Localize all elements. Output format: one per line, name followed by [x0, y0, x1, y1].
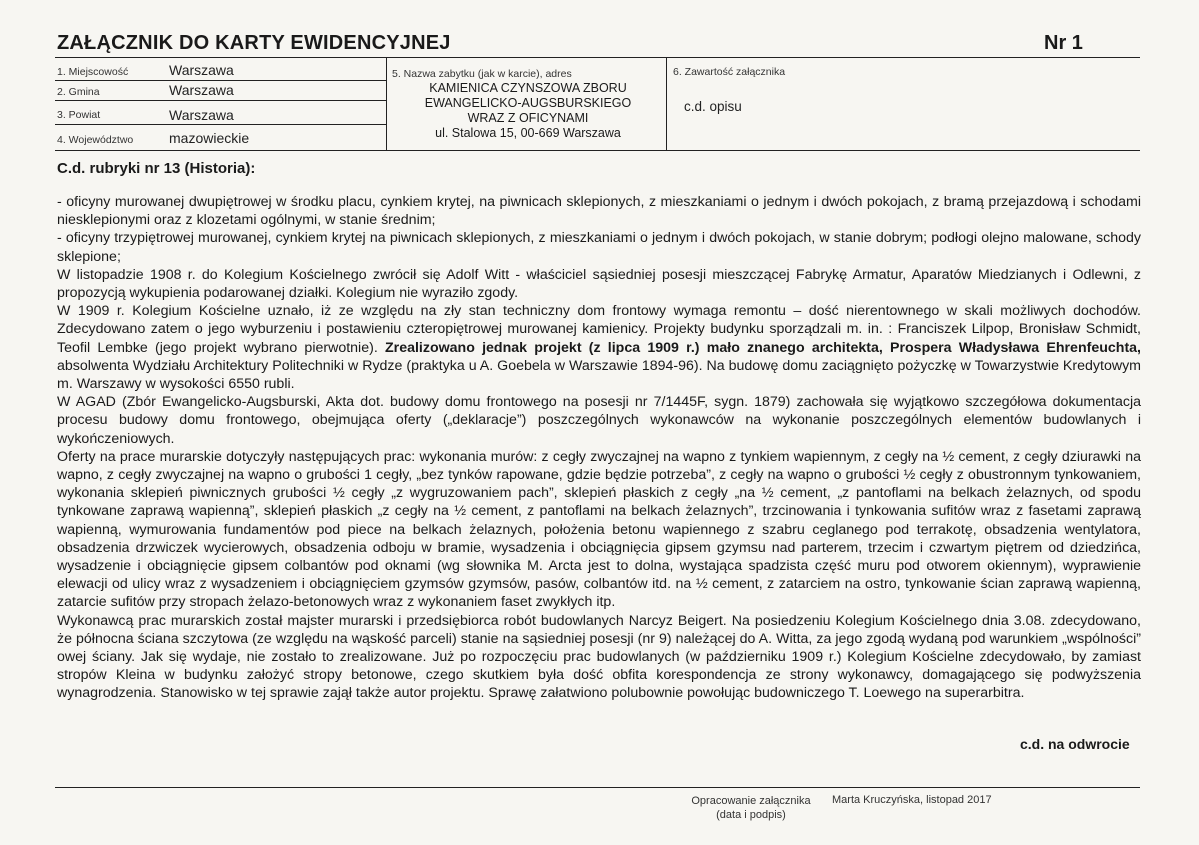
field-label-commune: 2. Gmina — [57, 86, 100, 98]
header-bottom-rule — [55, 150, 1140, 151]
column-separator — [386, 58, 387, 150]
paragraph: - oficyny murowanej dwupiętrowej w środku placu, cynkiem krytej, na piwnicach sklepionych, z mieszkaniami o jednym i dwóch pokojach, z bramą przejazdową i schodami niesklepionymi oraz z klozetami ogólnymi, w stanie średnim; — [57, 194, 1141, 229]
footer-rule — [55, 787, 1140, 788]
monument-name-label: 5. Nazwa zabytku (jak w karcie), adres — [392, 68, 572, 80]
title-rule — [55, 57, 1140, 58]
paragraph-text: W 1909 r. Kolegium Kościelne uznało, iż ze względu na zły stan techniczny dom frontowy wymaga remontu – dość nierentownego w skali możliwych dochodów. Zdecydowano zatem o jego wyburzeniu i postawieniu czteropiętrowej murowanej kamienicy. Projekty budynku sporządzali m. in. : Franciszek Lilpop, Bronisław Schmidt, Teofil Lembke (jego projekt wybrano pierwotnie). — [57, 303, 1141, 356]
monument-name-line: WRAZ Z OFICYNAMI — [467, 111, 589, 125]
field-label-county: 3. Powiat — [57, 109, 101, 121]
paragraph-1909 — [57, 302, 1141, 393]
document-title: ZAŁĄCZNIK DO KARTY EWIDENCYJNEJ — [57, 32, 451, 54]
prepared-label — [686, 794, 816, 822]
contents-value: c.d. opisu — [684, 99, 742, 114]
paragraph: Oferty na prace murarskie dotyczyły następujących prac: wykonania murów: z cegły zwyczajnej na wapno z tynkiem wapiennym, z cegły na ½ cement, z cegły dziurawki na wapno, z cegły zwyczajnej na wapno o grubości 1 cegły, „bez tynków rapowane, gdzie będzie potrzeba”, z cegły na wapno o grubości ½ cegły z obustronnym tynkowaniem, wykonania sklepień piwnicznych grubości ½ cegły „z wygruzowaniem pach”, sklepień płaskich z cegły „na ½ cement, „z pantoflami na belkach żelaznych, od spodu tynkowane zaprawą wapienną”, sklepień płaskich „z cegły na ½ cement, z pantoflami na belkach żelaznych”, trzcinowania i tynkowania sufitów wraz z fasetami zaprawą wapienną, wymurowania fundamentów pod piece na belkach żelaznych, położenia betonu wapiennego z szabru ceglanego pod terrakotę, obsadzenia wentylatora, obsadzenia drzwiczek wycierowych, obsadzenia odboju w bramie, wysadzenia i obciągnięcia gipsem gzymsu nad parterem, trzecim i czwartym piętrem od dziedzińca, wysadzenie i obciągnięcie gipsem colbantów pod oknami (wg słownika M. Arcta jest to dolna, wystająca spadzista część muru pod otworem okiennym), wyprawienie elewacji od ulicy wraz z wysadzeniem i obciągnięciem gzymsów gzymsów, pasów, colbantów itd. na ½ cement, z zatarciem na ostro, tynkowanie ścian zaprawą wapienną, zatarcie sufitów przy stropach żelazo-betonowych wraz z wykonaniem faset zwykłych itp. — [57, 448, 1141, 611]
field-value-county: Warszawa — [169, 107, 234, 123]
field-value-commune: Warszawa — [169, 82, 234, 98]
paragraph-text: absolwenta Wydziału Architektury Politechniki w Rydze (praktyka u A. Goebela w Warszawie 1894-96). Na budowę domu zaciągnięto pożyczkę w Towarzystwie Kredytowym m. Warszawy w wysokości 6550 rubli. — [57, 357, 1141, 393]
continued-note: c.d. na odwrocie — [1020, 736, 1130, 752]
history-text — [57, 193, 1141, 703]
paragraph: W listopadzie 1908 r. do Kolegium Kościelnego zwrócił się Adolf Witt - właściciel sąsiedniej posesji mieszczącej Fabrykę Armatur, Aparatów Miedzianych i Odlewni, z propozycją wykupienia podarowanej działki. Kolegium nie wyraziło zgody. — [57, 266, 1141, 302]
field-label-voivodeship: 4. Województwo — [57, 134, 134, 146]
field-rule — [55, 124, 386, 125]
contents-label: 6. Zawartość załącznika — [673, 66, 786, 78]
prepared-by: Marta Kruczyńska, listopad 2017 — [832, 794, 992, 806]
monument-name-block — [392, 68, 664, 141]
field-label-locality: 1. Miejscowość — [57, 66, 129, 78]
paragraph-bold-text: Zrealizowano jednak projekt (z lipca 1909 r.) mało znanego architekta, Prospera Władysława Ehrenfeuchta, — [385, 339, 1141, 356]
monument-name-line: KAMIENICA CZYNSZOWA ZBORU — [429, 81, 627, 95]
paragraph: - oficyny trzypiętrowej murowanej, cynkiem krytej na piwnicach sklepionych, z mieszkaniami o jednym i dwóch pokojach, w stanie dobrym; podłogi olejno malowane, schody sklepione; — [57, 230, 1141, 265]
paragraph: Wykonawcą prac murarskich został majster murarski i przedsiębiorca robót budowlanych Narcyz Beigert. Na posiedzeniu Kolegium Kościelnego dnia 3.08. zdecydowano, że północna ściana szczytowa (ze względu na wąskość parceli) stanie na sąsiedniej posesji (nr 9) należącej do A. Witta, za jego zgodą wydaną pod warunkiem „wspólności” owej ściany. Jak się wydaje, nie zostało to zrealizowane. Już po rozpoczęciu prac budowlanych (w październiku 1909 r.) Kolegium Kościelne zdecydowało, by zamiast stropów Kleina w budynku założyć stropy betonowe, czego skutkiem była dość obfita korespondencja ze strony wykonawcy, domagającego się podwyższenia wynagrodzenia. Stanowisko w tej sprawie zajął także autor projektu. Sprawę załatwiono polubownie powołując budowniczego T. Loewego na superarbitra. — [57, 612, 1141, 702]
paragraph: W AGAD (Zbór Ewangelicko-Augsburski, Akta dot. budowy domu frontowego na posesji nr 7/1445F, sygn. 1879) zachowała się wyjątkowo szczegółowa dokumentacja procesu budowy domu frontowego, obejmująca oferty („deklaracje”) poszczególnych wykonawców na wykonanie poszczególnych elementów budowlanych i wykończeniowych. — [57, 394, 1141, 447]
field-rule — [55, 80, 386, 81]
section-title: C.d. rubryki nr 13 (Historia): — [57, 160, 256, 177]
monument-address: ul. Stalowa 15, 00-669 Warszawa — [435, 126, 621, 140]
prepared-label-line: Opracowanie załącznika — [691, 795, 811, 807]
field-value-locality: Warszawa — [169, 62, 234, 78]
document-number: Nr 1 — [1044, 32, 1083, 54]
column-separator — [666, 58, 667, 150]
field-value-voivodeship: mazowieckie — [169, 130, 250, 146]
field-rule — [55, 100, 386, 101]
monument-name-line: EWANGELICKO-AUGSBURSKIEGO — [424, 96, 632, 110]
prepared-label-line: (data i podpis) — [716, 809, 786, 821]
